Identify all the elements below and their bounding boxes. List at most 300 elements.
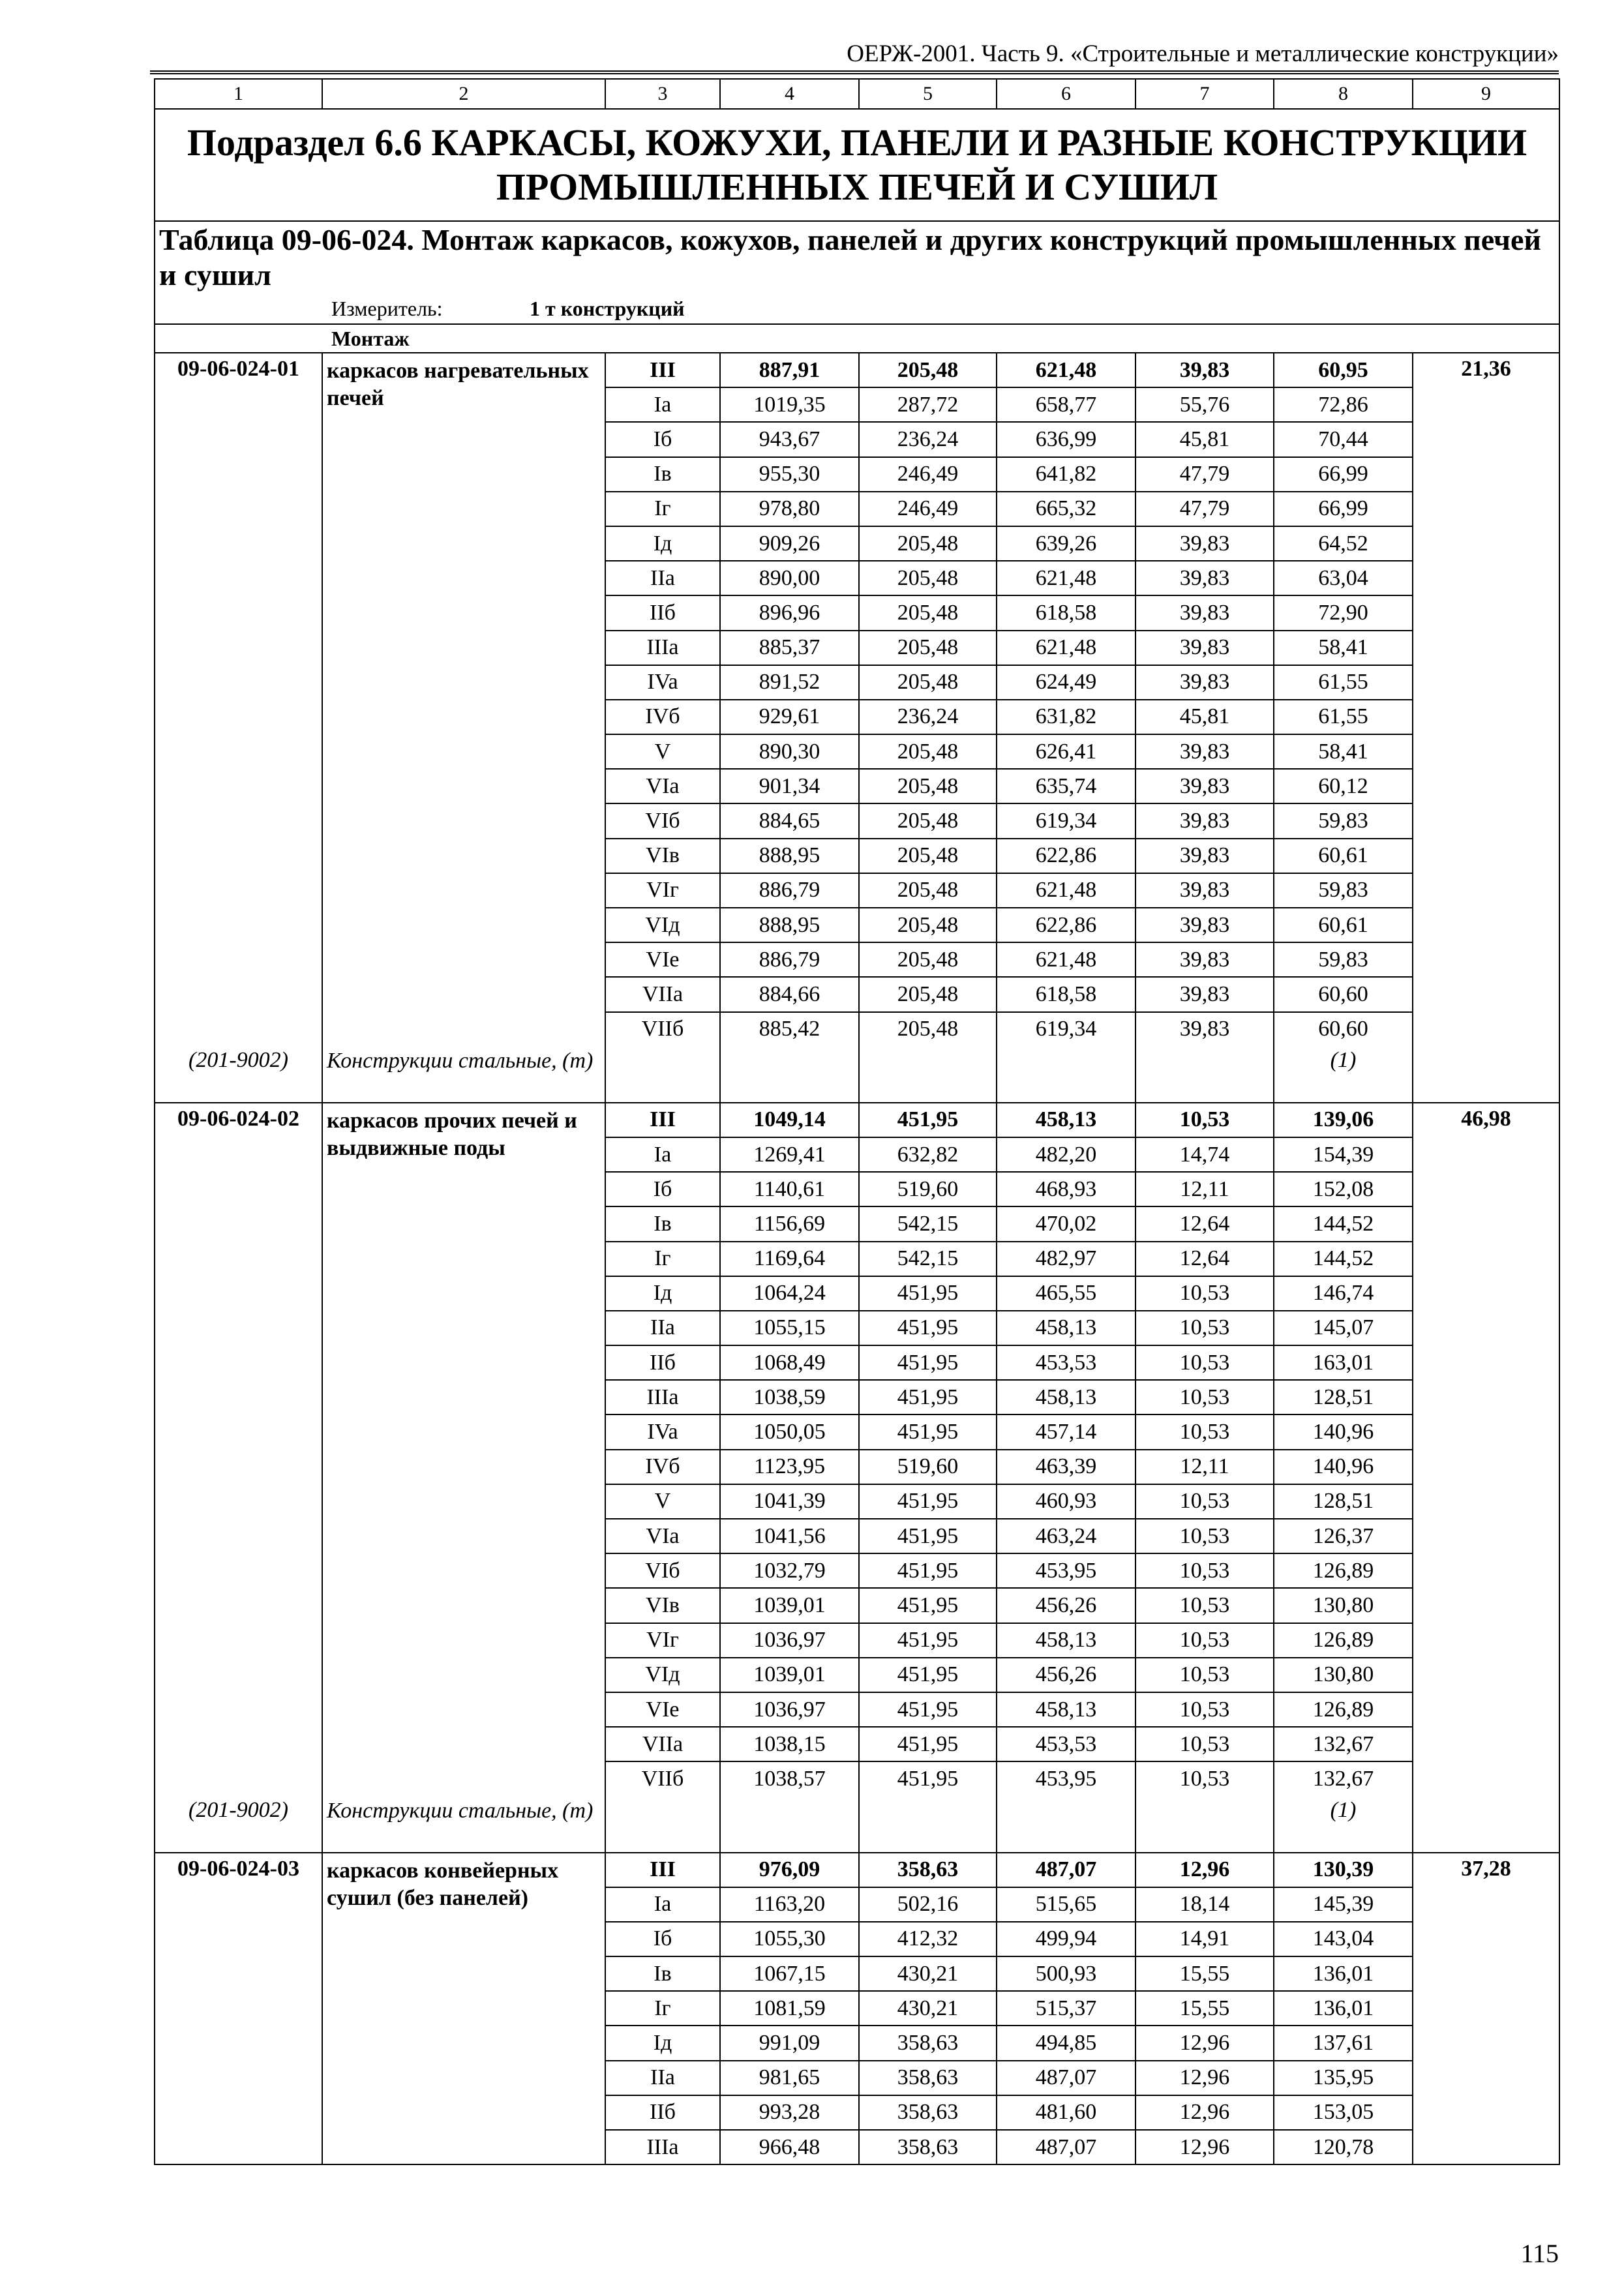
zone-cell: VIв [605, 839, 720, 873]
value-cell: 10,53 [1135, 1692, 1274, 1727]
value-cell: 120,78 [1274, 2130, 1413, 2164]
value-cell: 515,65 [997, 1887, 1135, 1922]
zone-cell: IIIa [605, 2130, 720, 2164]
value-cell: 132,67 [1274, 1727, 1413, 1761]
value-cell: 126,89 [1274, 1692, 1413, 1727]
material-description: Конструкции стальные, (т) [322, 1046, 605, 1103]
value-cell: 358,63 [859, 2095, 997, 2130]
value-cell: 886,79 [720, 942, 859, 977]
subsection-title: Подраздел 6.6 КАРКАСЫ, КОЖУХИ, ПАНЕЛИ И РАЗНЫЕ КОНСТРУКЦИИ ПРОМЫШЛЕННЫХ ПЕЧЕЙ И СУШИЛ [155, 109, 1559, 221]
zone-cell: VIa [605, 1519, 720, 1553]
value-cell: 205,48 [859, 561, 997, 595]
value-cell: 624,49 [997, 665, 1135, 700]
value-cell: 451,95 [859, 1623, 997, 1658]
value-cell: 635,74 [997, 769, 1135, 803]
value-cell: 10,53 [1135, 1761, 1274, 1795]
empty-cell [859, 1046, 997, 1103]
zone-cell: VIIб [605, 1761, 720, 1795]
zone-cell: VIIб [605, 1012, 720, 1046]
value-cell: 451,95 [859, 1345, 997, 1380]
item-code: 09-06-024-01 [155, 353, 322, 1046]
value-cell: 896,96 [720, 595, 859, 630]
value-cell: 205,48 [859, 353, 997, 387]
value-cell: 39,83 [1135, 803, 1274, 838]
value-cell: 10,53 [1135, 1519, 1274, 1553]
value-cell: 542,15 [859, 1242, 997, 1276]
value-cell: 39,83 [1135, 908, 1274, 942]
value-cell: 542,15 [859, 1206, 997, 1241]
value-cell: 60,61 [1274, 839, 1413, 873]
empty-cell [1135, 1046, 1274, 1103]
value-cell: 10,53 [1135, 1658, 1274, 1692]
value-cell: 976,09 [720, 1853, 859, 1887]
value-cell: 458,13 [997, 1380, 1135, 1414]
value-cell: 631,82 [997, 700, 1135, 734]
material-value: (1) [1274, 1796, 1413, 1853]
value-cell: 1036,97 [720, 1692, 859, 1727]
zone-cell: VIг [605, 873, 720, 908]
value-cell: 457,14 [997, 1414, 1135, 1449]
value-cell: 12,96 [1135, 2026, 1274, 2060]
zone-cell: V [605, 734, 720, 769]
value-cell: 15,55 [1135, 1991, 1274, 2026]
value-cell: 1163,20 [720, 1887, 859, 1922]
value-cell: 39,83 [1135, 839, 1274, 873]
running-header: ОЕРЖ-2001. Часть 9. «Строительные и металлические конструкции» [150, 38, 1559, 74]
value-cell: 130,80 [1274, 1588, 1413, 1623]
zone-cell: IIa [605, 2061, 720, 2095]
value-cell: 463,39 [997, 1450, 1135, 1484]
value-cell: 39,83 [1135, 1012, 1274, 1046]
zone-cell: V [605, 1484, 720, 1519]
material-code: (201-9002) [155, 1796, 322, 1853]
value-cell: 482,97 [997, 1242, 1135, 1276]
zone-cell: IIб [605, 2095, 720, 2130]
zone-cell: Ia [605, 1887, 720, 1922]
value-cell: 136,01 [1274, 1991, 1413, 2026]
value-cell: 887,91 [720, 353, 859, 387]
value-cell: 12,64 [1135, 1242, 1274, 1276]
section-row [155, 324, 1559, 353]
value-cell: 430,21 [859, 1956, 997, 1991]
value-cell: 236,24 [859, 700, 997, 734]
value-cell: 451,95 [859, 1692, 997, 1727]
value-cell: 12,96 [1135, 2130, 1274, 2164]
value-cell: 1036,97 [720, 1623, 859, 1658]
value-cell: 10,53 [1135, 1623, 1274, 1658]
value-cell: 246,49 [859, 457, 997, 492]
value-cell: 10,53 [1135, 1380, 1274, 1414]
value-cell: 460,93 [997, 1484, 1135, 1519]
value-cell: 12,96 [1135, 1853, 1274, 1887]
column-number: 1 [155, 79, 322, 109]
value-cell: 61,55 [1274, 700, 1413, 734]
value-cell: 126,37 [1274, 1519, 1413, 1553]
value-cell: 885,42 [720, 1012, 859, 1046]
value-cell: 146,74 [1274, 1276, 1413, 1311]
table-row [155, 353, 1559, 387]
value-cell: 639,26 [997, 526, 1135, 561]
material-row [155, 1796, 1559, 1853]
value-cell: 205,48 [859, 734, 997, 769]
measure-label: Измеритель: [331, 297, 443, 320]
value-cell: 132,67 [1274, 1761, 1413, 1795]
value-cell: 12,96 [1135, 2095, 1274, 2130]
zone-cell: Ia [605, 387, 720, 422]
empty-cell [720, 1046, 859, 1103]
value-cell: 487,07 [997, 1853, 1135, 1887]
value-cell: 39,83 [1135, 942, 1274, 977]
value-cell: 61,55 [1274, 665, 1413, 700]
value-cell: 482,20 [997, 1137, 1135, 1172]
value-cell: 140,96 [1274, 1450, 1413, 1484]
value-cell: 39,83 [1135, 526, 1274, 561]
value-cell: 499,94 [997, 1922, 1135, 1956]
value-cell: 622,86 [997, 908, 1135, 942]
value-cell: 453,95 [997, 1761, 1135, 1795]
zone-cell: Ia [605, 1137, 720, 1172]
value-cell: 60,12 [1274, 769, 1413, 803]
value-cell: 145,07 [1274, 1311, 1413, 1345]
value-cell: 463,24 [997, 1519, 1135, 1553]
value-cell: 621,48 [997, 873, 1135, 908]
value-cell: 465,55 [997, 1276, 1135, 1311]
value-cell: 10,53 [1135, 1345, 1274, 1380]
zone-cell: Iг [605, 492, 720, 526]
value-cell: 451,95 [859, 1519, 997, 1553]
zone-cell: VIe [605, 1692, 720, 1727]
zone-cell: VIIa [605, 977, 720, 1011]
value-cell: 966,48 [720, 2130, 859, 2164]
value-cell: 618,58 [997, 595, 1135, 630]
value-cell: 10,53 [1135, 1484, 1274, 1519]
value-cell: 618,58 [997, 977, 1135, 1011]
value-cell: 901,34 [720, 769, 859, 803]
value-cell: 10,53 [1135, 1103, 1274, 1137]
value-cell: 456,26 [997, 1658, 1135, 1692]
value-cell: 163,01 [1274, 1345, 1413, 1380]
empty-cell [859, 1796, 997, 1853]
value-cell: 358,63 [859, 1853, 997, 1887]
value-cell: 205,48 [859, 526, 997, 561]
value-cell: 205,48 [859, 803, 997, 838]
zone-cell: IVa [605, 1414, 720, 1449]
value-cell: 453,95 [997, 1553, 1135, 1588]
value-cell: 451,95 [859, 1588, 997, 1623]
value-cell: 358,63 [859, 2026, 997, 2060]
value-cell: 470,02 [997, 1206, 1135, 1241]
value-cell: 1064,24 [720, 1276, 859, 1311]
item-description: каркасов конвейерных сушил (без панелей) [322, 1853, 605, 2165]
value-cell: 1019,35 [720, 387, 859, 422]
value-cell: 481,60 [997, 2095, 1135, 2130]
value-cell: 15,55 [1135, 1956, 1274, 1991]
value-cell: 451,95 [859, 1727, 997, 1761]
value-cell: 993,28 [720, 2095, 859, 2130]
section-label: Монтаж [155, 324, 1559, 353]
value-cell: 10,53 [1135, 1276, 1274, 1311]
value-cell: 500,93 [997, 1956, 1135, 1991]
item-code: 09-06-024-03 [155, 1853, 322, 2165]
value-cell: 45,81 [1135, 700, 1274, 734]
zone-cell: VIд [605, 1658, 720, 1692]
value-cell: 72,90 [1274, 595, 1413, 630]
value-cell: 621,48 [997, 353, 1135, 387]
value-cell: 144,52 [1274, 1206, 1413, 1241]
value-cell: 451,95 [859, 1553, 997, 1588]
value-cell: 140,96 [1274, 1414, 1413, 1449]
value-cell: 39,83 [1135, 561, 1274, 595]
value-cell: 12,64 [1135, 1206, 1274, 1241]
value-cell: 621,48 [997, 561, 1135, 595]
value-cell: 143,04 [1274, 1922, 1413, 1956]
value-cell: 39,83 [1135, 665, 1274, 700]
value-cell: 1068,49 [720, 1345, 859, 1380]
value-cell: 39,83 [1135, 631, 1274, 665]
value-cell: 458,13 [997, 1311, 1135, 1345]
subsection-title-row [155, 109, 1559, 221]
column-number: 8 [1274, 79, 1413, 109]
value-cell: 55,76 [1135, 387, 1274, 422]
zone-cell: IIIa [605, 631, 720, 665]
column-number: 9 [1413, 79, 1559, 109]
item-code: 09-06-024-02 [155, 1103, 322, 1796]
value-cell: 519,60 [859, 1172, 997, 1206]
value-cell: 12,11 [1135, 1172, 1274, 1206]
value-cell: 205,48 [859, 977, 997, 1011]
column-number: 6 [997, 79, 1135, 109]
column-number: 7 [1135, 79, 1274, 109]
value-cell: 632,82 [859, 1137, 997, 1172]
value-cell: 130,80 [1274, 1658, 1413, 1692]
table-title-row [155, 221, 1559, 293]
zone-cell: III [605, 1103, 720, 1137]
material-value: (1) [1274, 1046, 1413, 1103]
value-cell: 10,53 [1135, 1588, 1274, 1623]
zone-cell: IVб [605, 1450, 720, 1484]
value-cell: 636,99 [997, 422, 1135, 456]
value-cell: 205,48 [859, 942, 997, 977]
rates-table [154, 78, 1560, 2165]
value-cell: 451,95 [859, 1761, 997, 1795]
value-cell: 14,74 [1135, 1137, 1274, 1172]
value-cell: 60,95 [1274, 353, 1413, 387]
value-cell: 45,81 [1135, 422, 1274, 456]
value-cell: 458,13 [997, 1103, 1135, 1137]
material-row [155, 1046, 1559, 1103]
value-cell: 63,04 [1274, 561, 1413, 595]
value-cell: 458,13 [997, 1623, 1135, 1658]
material-code: (201-9002) [155, 1046, 322, 1103]
value-cell: 12,96 [1135, 2061, 1274, 2095]
item-description: каркасов нагревательных печей [322, 353, 605, 1046]
value-cell: 205,48 [859, 873, 997, 908]
zone-cell: VIг [605, 1623, 720, 1658]
value-cell: 358,63 [859, 2130, 997, 2164]
value-cell: 519,60 [859, 1450, 997, 1484]
value-cell: 1067,15 [720, 1956, 859, 1991]
value-cell: 619,34 [997, 1012, 1135, 1046]
value-cell: 943,67 [720, 422, 859, 456]
measure-row [155, 293, 1559, 324]
column-number: 5 [859, 79, 997, 109]
value-cell: 626,41 [997, 734, 1135, 769]
zone-cell: Iг [605, 1991, 720, 2026]
zone-cell: VIб [605, 1553, 720, 1588]
value-cell: 622,86 [997, 839, 1135, 873]
value-cell: 451,95 [859, 1658, 997, 1692]
value-cell: 14,91 [1135, 1922, 1274, 1956]
value-cell: 39,83 [1135, 769, 1274, 803]
value-cell: 12,11 [1135, 1450, 1274, 1484]
zone-cell: VIв [605, 1588, 720, 1623]
item-description: каркасов прочих печей и выдвижные поды [322, 1103, 605, 1796]
value-cell: 58,41 [1274, 631, 1413, 665]
zone-cell: III [605, 353, 720, 387]
zone-cell: VIIa [605, 1727, 720, 1761]
value-cell: 72,86 [1274, 387, 1413, 422]
column-number-row [155, 79, 1559, 109]
zone-cell: IVa [605, 665, 720, 700]
value-cell: 47,79 [1135, 492, 1274, 526]
value-cell: 60,60 [1274, 1012, 1413, 1046]
zone-cell: IIIa [605, 1380, 720, 1414]
value-cell: 137,61 [1274, 2026, 1413, 2060]
value-cell: 658,77 [997, 387, 1135, 422]
value-cell: 955,30 [720, 457, 859, 492]
value-cell: 39,83 [1135, 873, 1274, 908]
zone-cell: Iв [605, 1956, 720, 1991]
value-cell: 205,48 [859, 769, 997, 803]
value-cell: 60,60 [1274, 977, 1413, 1011]
value-cell: 59,83 [1274, 942, 1413, 977]
value-cell: 886,79 [720, 873, 859, 908]
zone-cell: Iб [605, 422, 720, 456]
value-cell: 1049,14 [720, 1103, 859, 1137]
value-cell: 1039,01 [720, 1588, 859, 1623]
value-cell: 287,72 [859, 387, 997, 422]
value-cell: 1038,15 [720, 1727, 859, 1761]
value-cell: 468,93 [997, 1172, 1135, 1206]
value-cell: 621,48 [997, 942, 1135, 977]
value-cell: 10,53 [1135, 1414, 1274, 1449]
zone-cell: IIб [605, 1345, 720, 1380]
value-cell: 60,61 [1274, 908, 1413, 942]
empty-cell [605, 1796, 720, 1853]
value-cell: 884,66 [720, 977, 859, 1011]
value-cell: 136,01 [1274, 1956, 1413, 1991]
value-cell: 890,30 [720, 734, 859, 769]
value-cell: 64,52 [1274, 526, 1413, 561]
table-title: Таблица 09-06-024. Монтаж каркасов, кожухов, панелей и других конструкций промышленных печей и сушил [155, 221, 1559, 293]
column-number: 2 [322, 79, 605, 109]
value-cell: 884,65 [720, 803, 859, 838]
value-cell: 236,24 [859, 422, 997, 456]
value-cell: 978,80 [720, 492, 859, 526]
zone-cell: VIб [605, 803, 720, 838]
value-cell: 515,37 [997, 1991, 1135, 2026]
value-cell: 1041,56 [720, 1519, 859, 1553]
value-cell: 205,48 [859, 631, 997, 665]
value-cell: 1041,39 [720, 1484, 859, 1519]
empty-cell [720, 1796, 859, 1853]
value-cell: 152,08 [1274, 1172, 1413, 1206]
zone-cell: IIб [605, 595, 720, 630]
value-cell: 981,65 [720, 2061, 859, 2095]
value-cell: 39,83 [1135, 977, 1274, 1011]
zone-cell: Iв [605, 1206, 720, 1241]
value-cell: 641,82 [997, 457, 1135, 492]
value-cell: 456,26 [997, 1588, 1135, 1623]
value-cell: 909,26 [720, 526, 859, 561]
value-cell: 47,79 [1135, 457, 1274, 492]
empty-cell [1135, 1796, 1274, 1853]
zone-cell: VIa [605, 769, 720, 803]
value-cell: 1032,79 [720, 1553, 859, 1588]
value-cell: 205,48 [859, 595, 997, 630]
value-cell: 665,32 [997, 492, 1135, 526]
value-cell: 66,99 [1274, 457, 1413, 492]
value-cell: 1169,64 [720, 1242, 859, 1276]
value-cell: 451,95 [859, 1414, 997, 1449]
value-cell: 991,09 [720, 2026, 859, 2060]
value-cell: 139,06 [1274, 1103, 1413, 1137]
empty-cell [997, 1046, 1135, 1103]
value-cell: 39,83 [1135, 734, 1274, 769]
value-cell: 10,53 [1135, 1311, 1274, 1345]
zone-cell: Iб [605, 1922, 720, 1956]
zone-cell: III [605, 1853, 720, 1887]
value-cell: 430,21 [859, 1991, 997, 2026]
value-cell: 888,95 [720, 908, 859, 942]
value-cell: 1055,15 [720, 1311, 859, 1345]
value-cell: 39,83 [1135, 595, 1274, 630]
value-cell: 1038,59 [720, 1380, 859, 1414]
value-cell: 890,00 [720, 561, 859, 595]
value-cell: 70,44 [1274, 422, 1413, 456]
value-cell: 458,13 [997, 1692, 1135, 1727]
value-cell: 130,39 [1274, 1853, 1413, 1887]
value-cell: 1055,30 [720, 1922, 859, 1956]
column-number: 4 [720, 79, 859, 109]
zone-cell: Iг [605, 1242, 720, 1276]
value-cell: 502,16 [859, 1887, 997, 1922]
value-cell: 1039,01 [720, 1658, 859, 1692]
value-cell: 153,05 [1274, 2095, 1413, 2130]
zone-cell: IIa [605, 1311, 720, 1345]
value-cell: 144,52 [1274, 1242, 1413, 1276]
value-cell: 39,83 [1135, 353, 1274, 387]
value-cell: 205,48 [859, 908, 997, 942]
value-cell: 619,34 [997, 803, 1135, 838]
value-cell: 1140,61 [720, 1172, 859, 1206]
value-cell: 451,95 [859, 1103, 997, 1137]
empty-cell [997, 1796, 1135, 1853]
value-cell: 451,95 [859, 1484, 997, 1519]
value-cell: 885,37 [720, 631, 859, 665]
value-cell: 205,48 [859, 1012, 997, 1046]
value-cell: 412,32 [859, 1922, 997, 1956]
zone-cell: Iд [605, 526, 720, 561]
zone-cell: VIe [605, 942, 720, 977]
value-cell: 1050,05 [720, 1414, 859, 1449]
item-col9-value: 37,28 [1413, 1853, 1559, 2165]
value-cell: 128,51 [1274, 1380, 1413, 1414]
value-cell: 888,95 [720, 839, 859, 873]
value-cell: 453,53 [997, 1345, 1135, 1380]
page-number: 115 [1520, 2239, 1559, 2268]
value-cell: 1081,59 [720, 1991, 859, 2026]
